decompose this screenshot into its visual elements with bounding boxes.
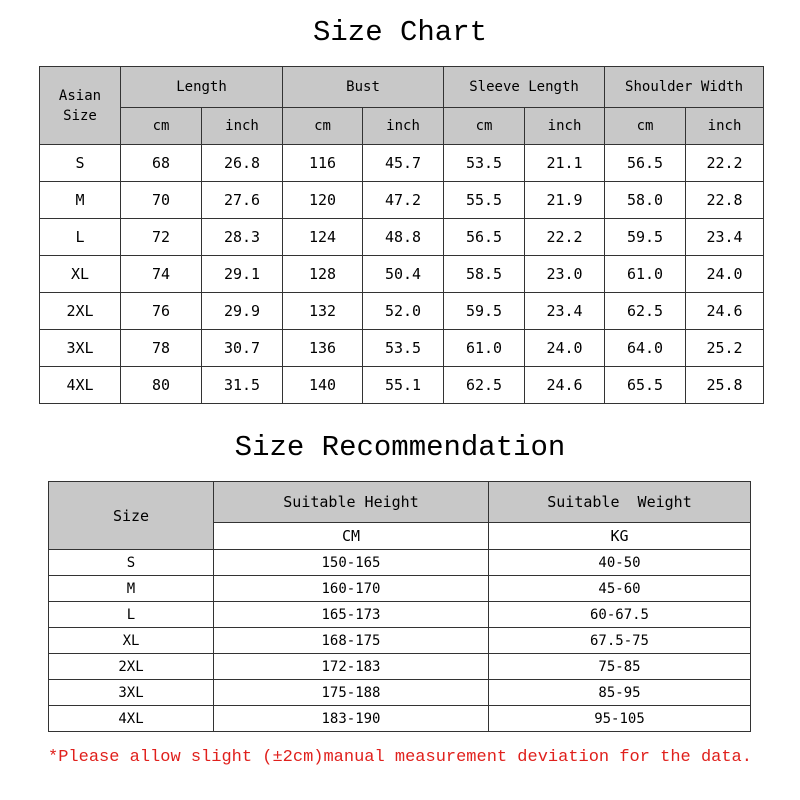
measurement-cell: 55.5 (444, 182, 525, 219)
header-suitable-height: Suitable Height (214, 482, 489, 523)
header-bust: Bust (283, 67, 444, 108)
weight-range-cell: 60-67.5 (489, 602, 751, 628)
measurement-cell: 64.0 (605, 330, 686, 367)
unit-inch: inch (363, 108, 444, 145)
size-label-cell: XL (49, 628, 214, 654)
measurement-cell: 136 (283, 330, 363, 367)
measurement-cell: 23.4 (686, 219, 764, 256)
header-sleeve-length: Sleeve Length (444, 67, 605, 108)
header-suitable-weight: Suitable Weight (489, 482, 751, 523)
measurement-cell: 62.5 (444, 367, 525, 404)
size-recommendation-table (48, 481, 751, 732)
header-asian-label: Asian (58, 87, 102, 104)
measurement-cell: 116 (283, 145, 363, 182)
size-label-cell: 3XL (49, 680, 214, 706)
height-range-cell: 183-190 (214, 706, 489, 732)
unit-inch: inch (525, 108, 605, 145)
measurement-note: *Please allow slight (±2cm)manual measurement deviation for the data. (48, 748, 752, 767)
measurement-cell: 21.1 (525, 145, 605, 182)
measurement-cell: 47.2 (363, 182, 444, 219)
measurement-cell: 132 (283, 293, 363, 330)
height-range-cell: 150-165 (214, 550, 489, 576)
size-label-cell: 3XL (40, 330, 121, 367)
unit-weight-kg: KG (489, 523, 751, 550)
size-chart-title: Size Chart (312, 16, 488, 49)
measurement-cell: 24.6 (525, 367, 605, 404)
header-size: Size (49, 482, 214, 550)
measurement-cell: 45.7 (363, 145, 444, 182)
measurement-cell: 23.4 (525, 293, 605, 330)
measurement-cell: 140 (283, 367, 363, 404)
size-label-cell: 4XL (49, 706, 214, 732)
measurement-cell: 124 (283, 219, 363, 256)
size-label-cell: L (40, 219, 121, 256)
unit-inch: inch (202, 108, 283, 145)
measurement-cell: 25.8 (686, 367, 764, 404)
table-row (40, 182, 764, 219)
table-row (49, 550, 751, 576)
size-label-cell: 2XL (49, 654, 214, 680)
measurement-cell: 56.5 (444, 219, 525, 256)
measurement-cell: 24.0 (686, 256, 764, 293)
unit-height-cm: CM (214, 523, 489, 550)
measurement-cell: 68 (121, 145, 202, 182)
measurement-cell: 21.9 (525, 182, 605, 219)
measurement-cell: 24.0 (525, 330, 605, 367)
table-row (40, 145, 764, 182)
unit-cm: cm (444, 108, 525, 145)
measurement-cell: 59.5 (444, 293, 525, 330)
measurement-cell: 61.0 (444, 330, 525, 367)
table-row (49, 628, 751, 654)
measurement-cell: 22.2 (525, 219, 605, 256)
measurement-cell: 48.8 (363, 219, 444, 256)
measurement-cell: 58.0 (605, 182, 686, 219)
measurement-cell: 120 (283, 182, 363, 219)
unit-cm: cm (605, 108, 686, 145)
measurement-cell: 22.8 (686, 182, 764, 219)
size-label-cell: 2XL (40, 293, 121, 330)
measurement-cell: 65.5 (605, 367, 686, 404)
size-recommendation-title: Size Recommendation (234, 431, 566, 464)
measurement-cell: 29.1 (202, 256, 283, 293)
size-recommendation-body (49, 550, 751, 732)
measurement-cell: 80 (121, 367, 202, 404)
measurement-cell: 53.5 (363, 330, 444, 367)
unit-inch: inch (686, 108, 764, 145)
table-row (49, 602, 751, 628)
measurement-cell: 30.7 (202, 330, 283, 367)
size-label-cell: M (40, 182, 121, 219)
unit-cm: cm (283, 108, 363, 145)
measurement-cell: 76 (121, 293, 202, 330)
measurement-cell: 22.2 (686, 145, 764, 182)
measurement-cell: 128 (283, 256, 363, 293)
weight-range-cell: 95-105 (489, 706, 751, 732)
weight-range-cell: 67.5-75 (489, 628, 751, 654)
header-shoulder-width: Shoulder Width (605, 67, 764, 108)
table-row (49, 680, 751, 706)
weight-range-cell: 45-60 (489, 576, 751, 602)
table-row (49, 654, 751, 680)
height-range-cell: 168-175 (214, 628, 489, 654)
measurement-cell: 74 (121, 256, 202, 293)
measurement-cell: 55.1 (363, 367, 444, 404)
table-row (40, 330, 764, 367)
measurement-cell: 31.5 (202, 367, 283, 404)
measurement-cell: 72 (121, 219, 202, 256)
measurement-cell: 25.2 (686, 330, 764, 367)
table-row (40, 256, 764, 293)
measurement-cell: 28.3 (202, 219, 283, 256)
table-row (49, 706, 751, 732)
header-length: Length (121, 67, 283, 108)
size-label-cell: L (49, 602, 214, 628)
measurement-cell: 58.5 (444, 256, 525, 293)
table-row (40, 293, 764, 330)
measurement-cell: 50.4 (363, 256, 444, 293)
measurement-cell: 53.5 (444, 145, 525, 182)
size-label-cell: M (49, 576, 214, 602)
size-label-cell: XL (40, 256, 121, 293)
height-range-cell: 160-170 (214, 576, 489, 602)
measurement-cell: 27.6 (202, 182, 283, 219)
size-label-cell: 4XL (40, 367, 121, 404)
measurement-cell: 24.6 (686, 293, 764, 330)
weight-range-cell: 75-85 (489, 654, 751, 680)
measurement-cell: 59.5 (605, 219, 686, 256)
weight-range-cell: 85-95 (489, 680, 751, 706)
height-range-cell: 172-183 (214, 654, 489, 680)
header-asian-size (40, 67, 121, 145)
size-chart-table (39, 66, 764, 404)
weight-range-cell: 40-50 (489, 550, 751, 576)
measurement-cell: 52.0 (363, 293, 444, 330)
size-label-cell: S (40, 145, 121, 182)
height-range-cell: 175-188 (214, 680, 489, 706)
measurement-cell: 23.0 (525, 256, 605, 293)
measurement-cell: 29.9 (202, 293, 283, 330)
unit-cm: cm (121, 108, 202, 145)
measurement-cell: 70 (121, 182, 202, 219)
table-row (40, 367, 764, 404)
height-range-cell: 165-173 (214, 602, 489, 628)
header-size-label: Size (63, 107, 97, 124)
size-label-cell: S (49, 550, 214, 576)
table-row (40, 219, 764, 256)
size-chart-body (40, 145, 764, 404)
measurement-cell: 62.5 (605, 293, 686, 330)
measurement-cell: 56.5 (605, 145, 686, 182)
measurement-cell: 78 (121, 330, 202, 367)
table-row (49, 576, 751, 602)
measurement-cell: 61.0 (605, 256, 686, 293)
measurement-cell: 26.8 (202, 145, 283, 182)
